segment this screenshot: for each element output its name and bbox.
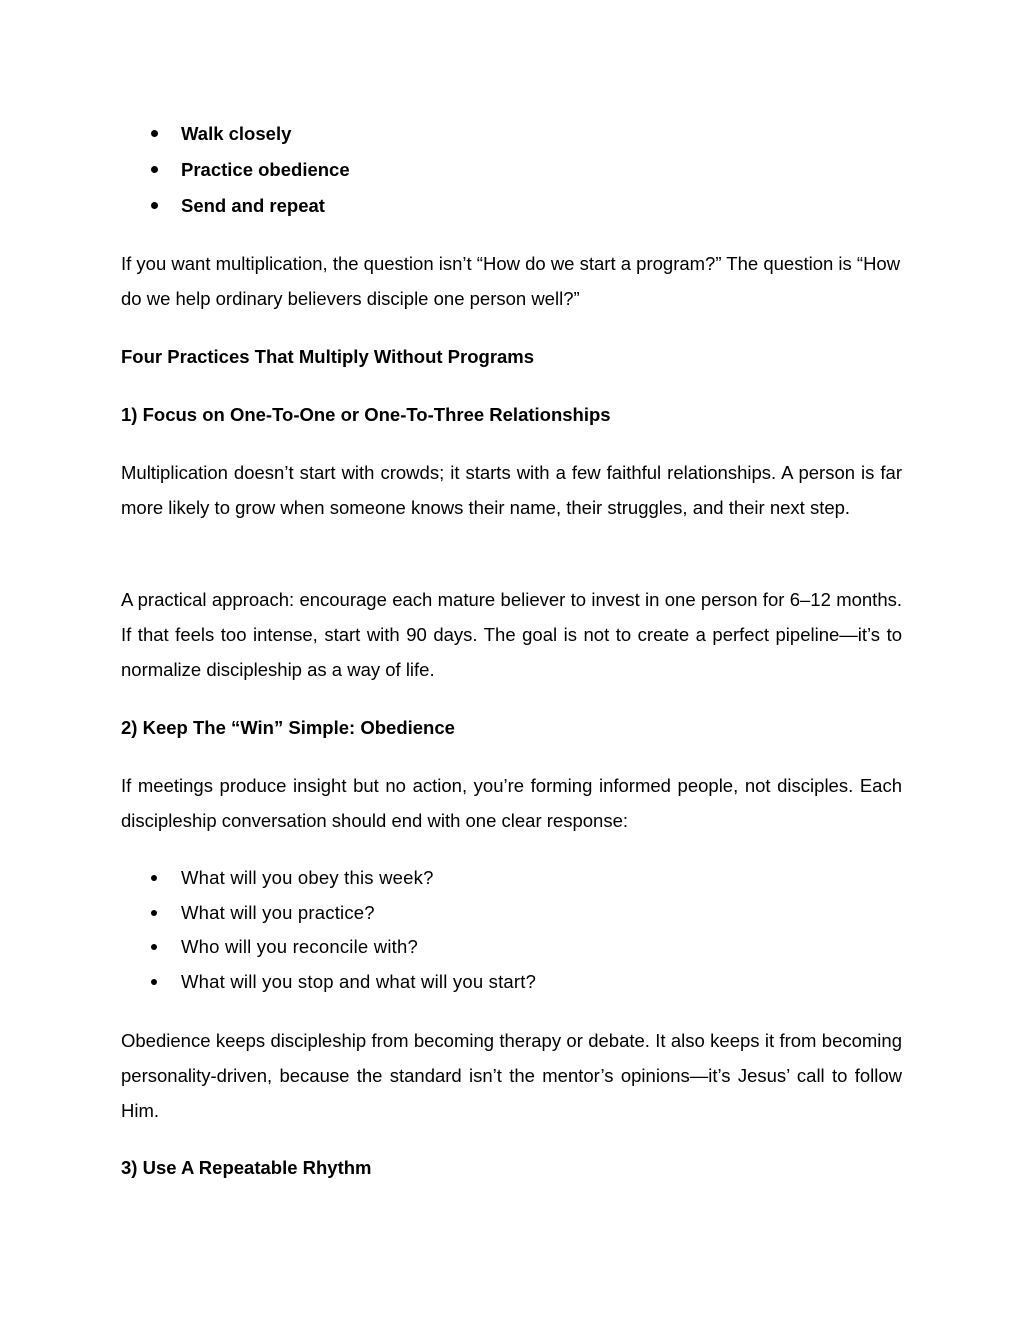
list-item: [121, 896, 536, 931]
list-item: [121, 188, 350, 224]
practice-1-heading: 1) Focus on One-To-One or One-To-Three Relationships: [121, 404, 611, 425]
list-item-text: Practice obedience: [181, 159, 350, 180]
bullet-icon: [151, 875, 157, 881]
bullet-icon: [151, 979, 157, 985]
bullet-icon: [151, 130, 158, 137]
list-item: [121, 965, 536, 1000]
list-item-text: What will you stop and what will you start?: [181, 970, 537, 992]
list-item: [121, 930, 536, 965]
list-item: [121, 861, 536, 896]
bullet-icon: [151, 910, 157, 916]
section-heading: Four Practices That Multiply Without Programs: [121, 346, 535, 367]
practice-1-paragraph-1: Multiplication doesn’t start with crowds; it starts with a few faithful relationships. A person is far more likely to grow when someone knows their name, their struggles, and their next step.: [121, 462, 902, 518]
list-item-text: What will you practice?: [181, 901, 375, 923]
intro-paragraph: If you want multiplication, the question isn’t “How do we start a program?” The question is “How do we help ordinary believers disciple one person well?”: [121, 253, 901, 309]
bullet-icon: [151, 202, 158, 209]
intro-bullet-list: [121, 116, 350, 224]
list-item: [121, 152, 350, 188]
practice-3-heading: 3) Use A Repeatable Rhythm: [121, 1157, 372, 1178]
question-bullet-list: [121, 861, 536, 999]
bullet-icon: [151, 166, 158, 173]
practice-1-paragraph-2: A practical approach: encourage each mature believer to invest in one person for 6–12 months. If that feels too intense, start with 90 days. The goal is not to create a perfect pipeline—it’s to normalize discipleship as a way of life.: [121, 589, 902, 680]
list-item-text: Send and repeat: [181, 195, 325, 216]
list-item: [121, 116, 350, 152]
list-item-text: What will you obey this week?: [181, 867, 434, 888]
bullet-icon: [151, 944, 157, 950]
practice-2-heading: 2) Keep The “Win” Simple: Obedience: [121, 717, 455, 738]
practice-2-paragraph-2: Obedience keeps discipleship from becoming therapy or debate. It also keeps it from becoming personality-driven, because the standard isn’t the mentor’s opinions—it’s Jesus’ call to follow Him.: [121, 1030, 902, 1121]
list-item-text: Walk closely: [181, 123, 292, 144]
practice-2-paragraph-1: If meetings produce insight but no action, you’re forming informed people, not disciples. Each discipleship conversation should end with one clear response:: [121, 775, 902, 831]
list-item-text: Who will you reconcile with?: [181, 936, 418, 957]
